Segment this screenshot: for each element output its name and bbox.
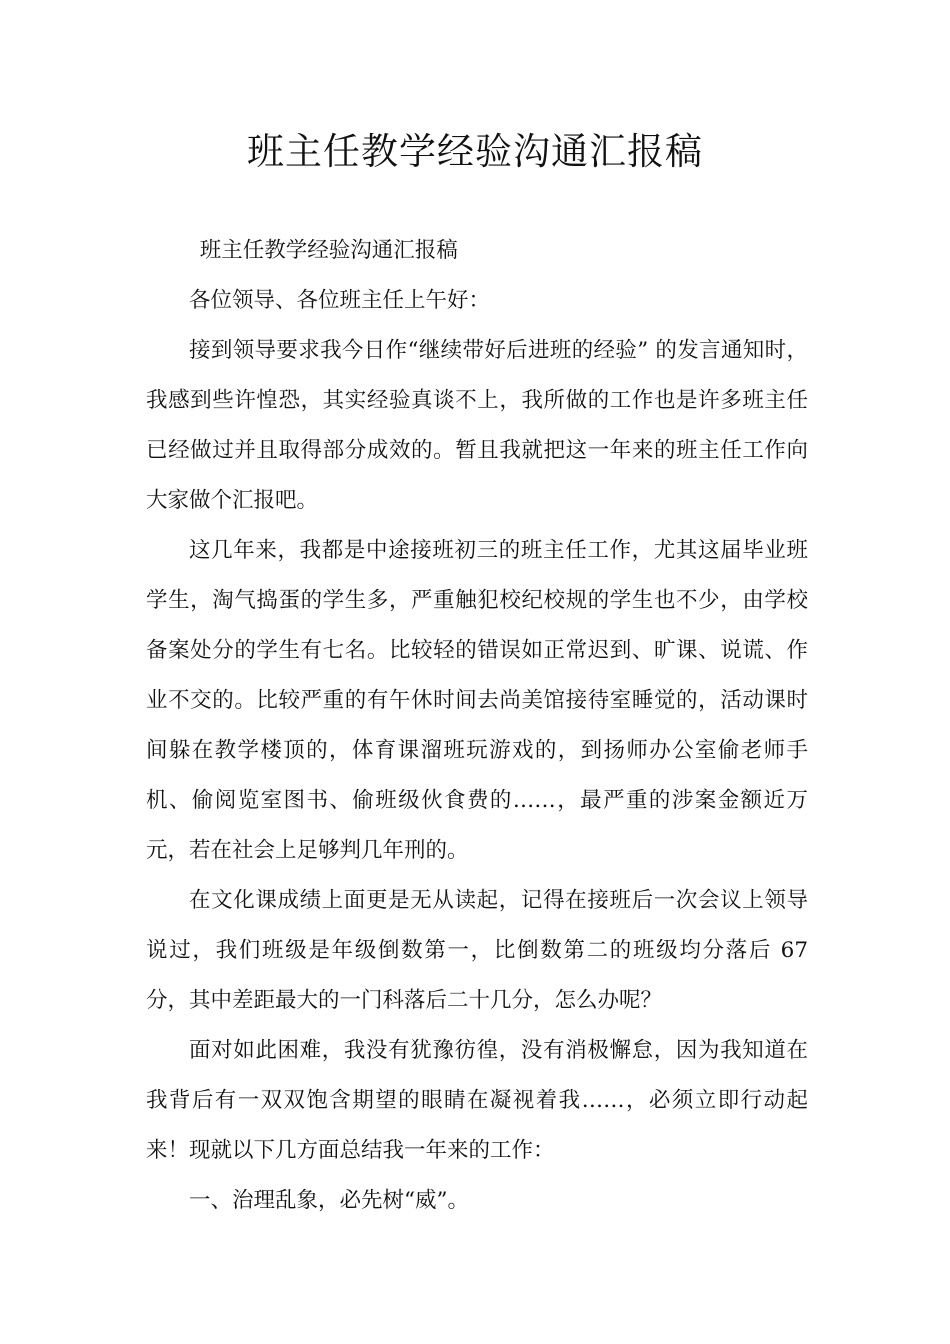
paragraph-resolve: 面对如此困难，我没有犹豫彷徨，没有消极懈怠，因为我知道在我背后有一双双饱含期望的眼睛在凝视着我……，必须立即行动起来！现就以下几方面总结我一年来的工作：	[146, 1038, 808, 1163]
paragraph-section-heading: 一、治理乱象，必先树“威”。	[189, 1188, 469, 1213]
document-body	[146, 226, 808, 1226]
paragraph-grades: 在文化课成绩上面更是无从读起，记得在接班后一次会议上领导说过，我们班级是年级倒数第一，比倒数第二的班级均分落后 67 分，其中差距最大的一门科落后二十几分，怎么办呢？	[146, 888, 808, 1013]
paragraph-subtitle: 班主任教学经验沟通汇报稿	[199, 238, 458, 263]
document-title: 班主任教学经验沟通汇报稿	[247, 130, 703, 173]
paragraph-background: 这几年来，我都是中途接班初三的班主任工作，尤其这届毕业班学生，淘气捣蛋的学生多，严重触犯校纪校规的学生也不少，由学校备案处分的学生有七名。比较轻的错误如正常迟到、旷课、说谎、作业不交的。比较严重的有午休时间去尚美馆接待室睡觉的，活动课时间躲在教学楼顶的，体育课溜班玩游戏的，到扬师办公室偷老师手机、偷阅览室图书、偷班级伙食费的……，最严重的涉案金额近万元，若在社会上足够判几年刑的。	[146, 538, 808, 863]
paragraph-intro: 接到领导要求我今日作“继续带好后进班的经验” 的发言通知时，我感到些许惶恐，其实经验真谈不上，我所做的工作也是许多班主任已经做过并且取得部分成效的。暂且我就把这一年来的班主任工作向大家做个汇报吧。	[146, 338, 808, 513]
paragraph-greeting: 各位领导、各位班主任上午好：	[189, 288, 491, 313]
